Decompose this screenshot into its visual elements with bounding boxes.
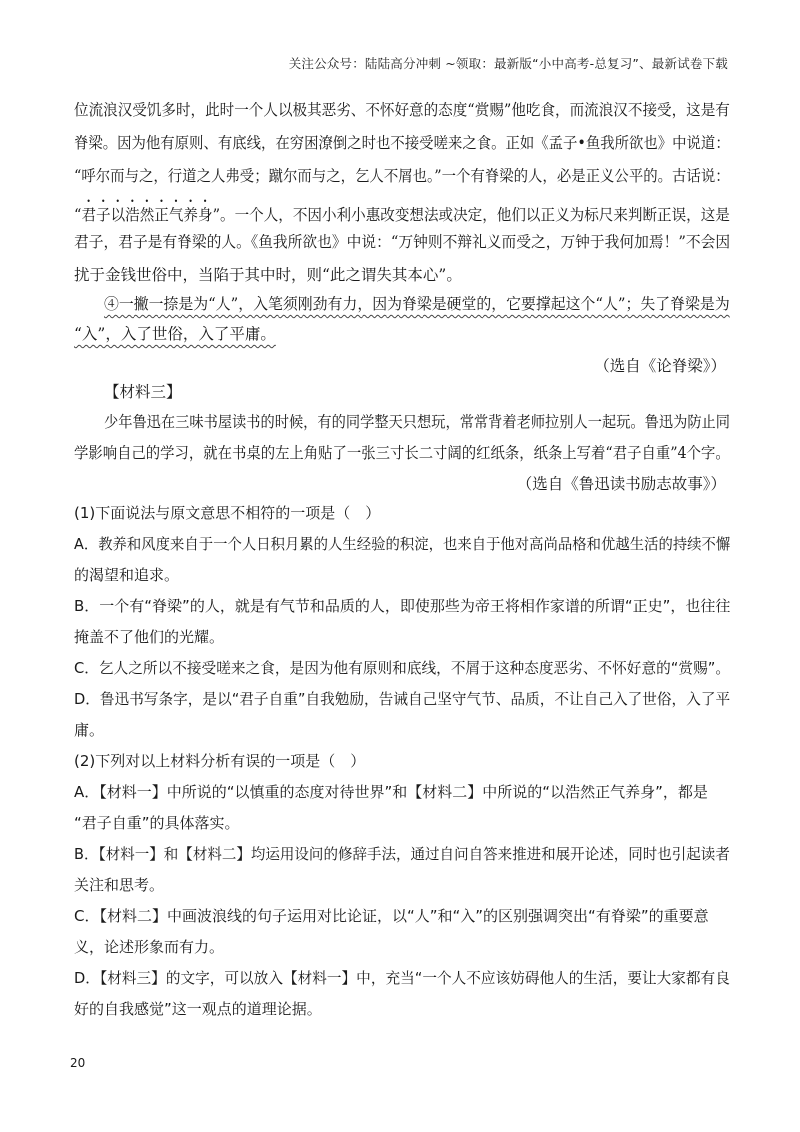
option-c: C．乞人之所以不接受嗟来之食，是因为他有原则和底线，不屑于这种态度恶劣、不怀好意的“赏赐”。 <box>74 659 731 677</box>
passage-line: 脊梁。因为他有原则、有底线，在穷困潦倒之时也不接受嗟来之食。正如《孟子•鱼我所欲也》中说道： <box>74 134 730 152</box>
option-a-cont: “君子自重”的具体落实。 <box>74 814 240 832</box>
question-stem: (1)下面说法与原文意思不相符的一项是（ ） <box>74 504 381 522</box>
wavy-sentence <box>104 292 730 314</box>
option-d: D．鲁迅书写条字，是以“君子自重”自我勉励，告诫自己坚守气节、品质，不让自己入了世俗，入了平 <box>74 690 731 708</box>
passage-line-dotted <box>74 197 730 225</box>
source-citation: （选自《论脊梁》） <box>594 357 726 375</box>
option-a-cont: 的渴望和追求。 <box>74 566 180 584</box>
page-header: 关注公众号：陆陆高分冲刺 ~领取：最新版“小中高考-总复习”、最新试卷下载 <box>288 56 728 71</box>
wavy-text: ④一撇一捺是为“人”，入笔须刚劲有力，因为脊梁是硬堂的，它要撑起这个“人”；失了脊梁是为 <box>104 295 730 313</box>
emphasized-quote: 君子以浩然正气养身 <box>81 206 213 224</box>
material-title: 【材料三】 <box>104 383 182 401</box>
wavy-sentence-end <box>74 322 276 344</box>
passage-line: 君子，君子是有脊梁的人。《鱼我所欲也》中说：“万钟则不辩礼义而受之，万钟于我何加焉！”不会因 <box>74 233 731 251</box>
page-number: 20 <box>70 1056 86 1070</box>
option-d-cont: 好的自我感觉”这一观点的道理论据。 <box>74 1000 322 1018</box>
passage-text: ”。一个人，不因小利小惠改变想法或决定，他们以正义为标尺来判断正误，这是 <box>212 206 730 224</box>
material-line: 学影响自己的学习，就在书桌的左上角贴了一张三寸长二寸阔的红纸条，纸条上写着“君子自重”4个字。 <box>74 444 730 462</box>
passage-text: “ <box>74 206 82 224</box>
option-b-cont: 关注和思考。 <box>74 876 165 894</box>
wavy-text: “入”，入了世俗，入了平庸。 <box>74 325 276 343</box>
option-c: C．【材料二】中画波浪线的句子运用对比论证，以“人”和“入”的区别强调突出“有脊梁”的重要意 <box>74 907 709 925</box>
passage-line: 扰于金钱世俗中，当陷于其中时，则“此之谓失其本心”。 <box>74 266 462 284</box>
material-line: 少年鲁迅在三味书屋读书的时候，有的同学整天只想玩，常常背着老师拉别人一起玩。鲁迅为防止同 <box>104 413 731 431</box>
question-stem: (2)下列对以上材料分析有误的一项是（ ） <box>74 752 366 770</box>
option-a: A．【材料一】中所说的“以慎重的态度对待世界”和【材料二】中所说的“以浩然正气养身”，都是 <box>74 783 708 801</box>
option-b: B．【材料一】和【材料二】均运用设问的修辞手法，通过自问自答来推进和展开论述，同时也引起读者 <box>74 845 730 863</box>
option-b-cont: 掩盖不了他们的光耀。 <box>74 628 225 646</box>
passage-line: “呼尔而与之，行道之人弗受；蹴尔而与之，乞人不屑也。”一个有脊梁的人，必是正义公平的。古话说： <box>74 167 730 185</box>
option-a: A．教养和风度来自于一个人日积月累的人生经验的积淀，也来自于他对高尚品格和优越生活的持续不懈 <box>74 535 731 553</box>
option-b: B．一个有“脊梁”的人，就是有气节和品质的人，即使那些为帝王将相作家谱的所谓“正史”，也往往 <box>74 597 731 615</box>
option-d: D．【材料三】的文字，可以放入【材料一】中，充当“一个人不应该妨碍他人的生活，要让大家都有良 <box>74 969 730 987</box>
source-citation: （选自《鲁迅读书励志故事》） <box>516 475 726 493</box>
option-d-cont: 庸。 <box>74 721 105 739</box>
option-c-cont: 义，论述形象而有力。 <box>74 938 225 956</box>
passage-line: 位流浪汉受饥多时，此时一个人以极其恶劣、不怀好意的态度“赏赐”他吃食，而流浪汉不接受，这是有 <box>74 101 730 119</box>
